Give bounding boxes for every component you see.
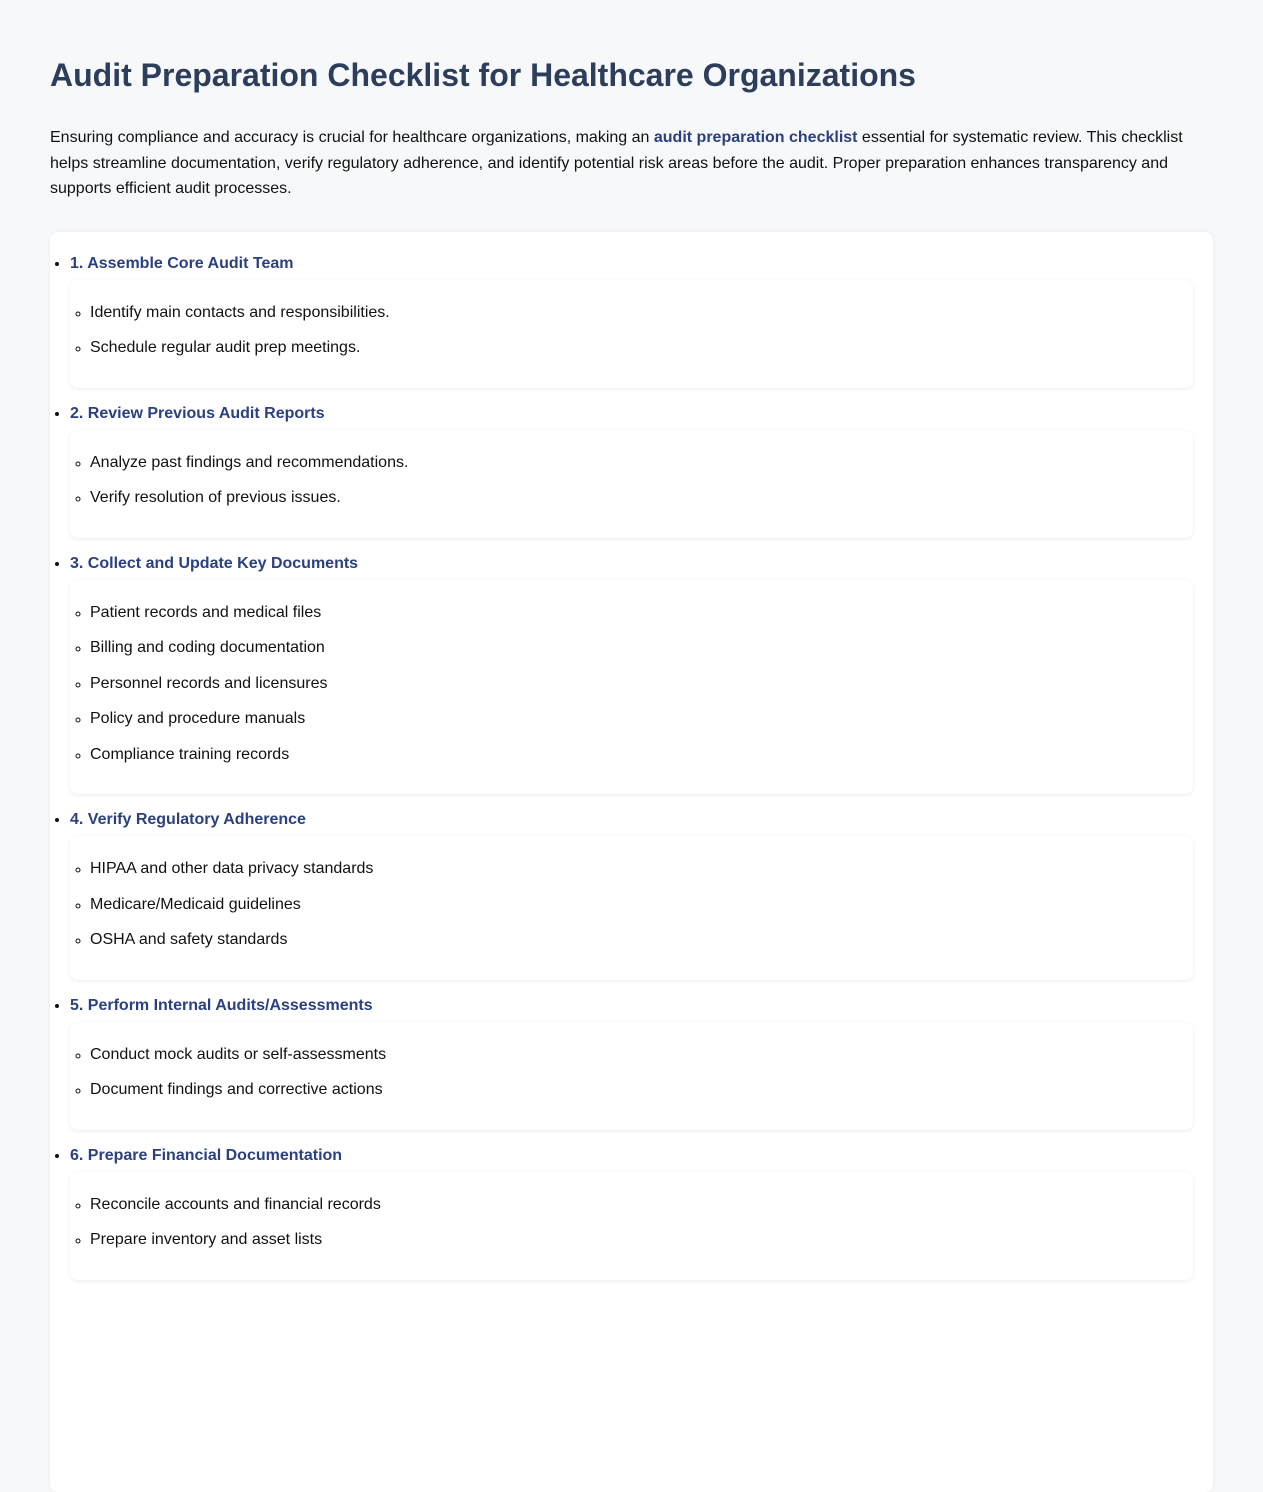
- section-heading: • 2. Review Previous Audit Reports: [70, 404, 325, 422]
- checklist-item: ◦ Analyze past findings and recommendations.: [90, 445, 1193, 481]
- checklist-section: [70, 1144, 1193, 1280]
- checklist-section: [70, 552, 1193, 795]
- checklist-item: ◦ Patient records and medical files: [90, 595, 1193, 631]
- intro-text-before: Ensuring compliance and accuracy is crucial for healthcare organizations, making an: [50, 129, 654, 146]
- checklist-item: ◦ Document findings and corrective actions: [90, 1072, 1193, 1108]
- section-heading: • 4. Verify Regulatory Adherence: [70, 811, 306, 829]
- checklist-item: ◦ OSHA and safety standards: [90, 922, 1193, 958]
- section-card: [70, 430, 1193, 538]
- intro-paragraph: [50, 125, 1213, 202]
- checklist-item: ◦ Policy and procedure manuals: [90, 701, 1193, 737]
- checklist-item: ◦ Reconcile accounts and financial records: [90, 1187, 1193, 1223]
- checklist-item: ◦ Compliance training records: [90, 737, 1193, 773]
- section-items: [70, 295, 1193, 366]
- checklist-item: ◦ Schedule regular audit prep meetings.: [90, 330, 1193, 366]
- checklist-item: ◦ Medicare/Medicaid guidelines: [90, 887, 1193, 923]
- section-heading: • 5. Perform Internal Audits/Assessments: [70, 996, 373, 1014]
- section-card: [70, 1022, 1193, 1130]
- section-items: [70, 595, 1193, 773]
- section-heading: • 1. Assemble Core Audit Team: [70, 254, 294, 272]
- section-card: [70, 1172, 1193, 1280]
- checklist-item: ◦ Personnel records and licensures: [90, 666, 1193, 702]
- checklist-section: [70, 402, 1193, 538]
- section-items: [70, 851, 1193, 958]
- intro-text-after: essential for systematic review. This checklist helps streamline documentation, verify regulatory adherence, and identify potential risk areas before the audit. Proper preparation enhances transparency and supports efficient audit processes.: [50, 129, 1183, 198]
- checklist-item: ◦ Verify resolution of previous issues.: [90, 480, 1193, 516]
- checklist-item: ◦ Identify main contacts and responsibilities.: [90, 295, 1193, 331]
- checklist-section: [70, 808, 1193, 980]
- checklist-item: ◦ Billing and coding documentation: [90, 630, 1193, 666]
- checklist-item: ◦ HIPAA and other data privacy standards: [90, 851, 1193, 887]
- section-heading: • 3. Collect and Update Key Documents: [70, 554, 359, 572]
- section-card: [70, 580, 1193, 795]
- section-items: [70, 1187, 1193, 1258]
- section-items: [70, 1037, 1193, 1108]
- section-card: [70, 280, 1193, 388]
- checklist-container: [50, 232, 1213, 1492]
- checklist-section: [70, 994, 1193, 1130]
- section-card: [70, 836, 1193, 980]
- checklist-item: ◦ Prepare inventory and asset lists: [90, 1222, 1193, 1258]
- page-title: Audit Preparation Checklist for Healthcare Organizations: [50, 57, 916, 93]
- checklist-item: ◦ Conduct mock audits or self-assessments: [90, 1037, 1193, 1073]
- intro-emphasis: audit preparation checklist: [653, 129, 858, 146]
- checklist-section: [70, 252, 1193, 388]
- section-heading: • 6. Prepare Financial Documentation: [70, 1146, 343, 1164]
- checklist-sections: [50, 252, 1193, 1280]
- section-items: [70, 445, 1193, 516]
